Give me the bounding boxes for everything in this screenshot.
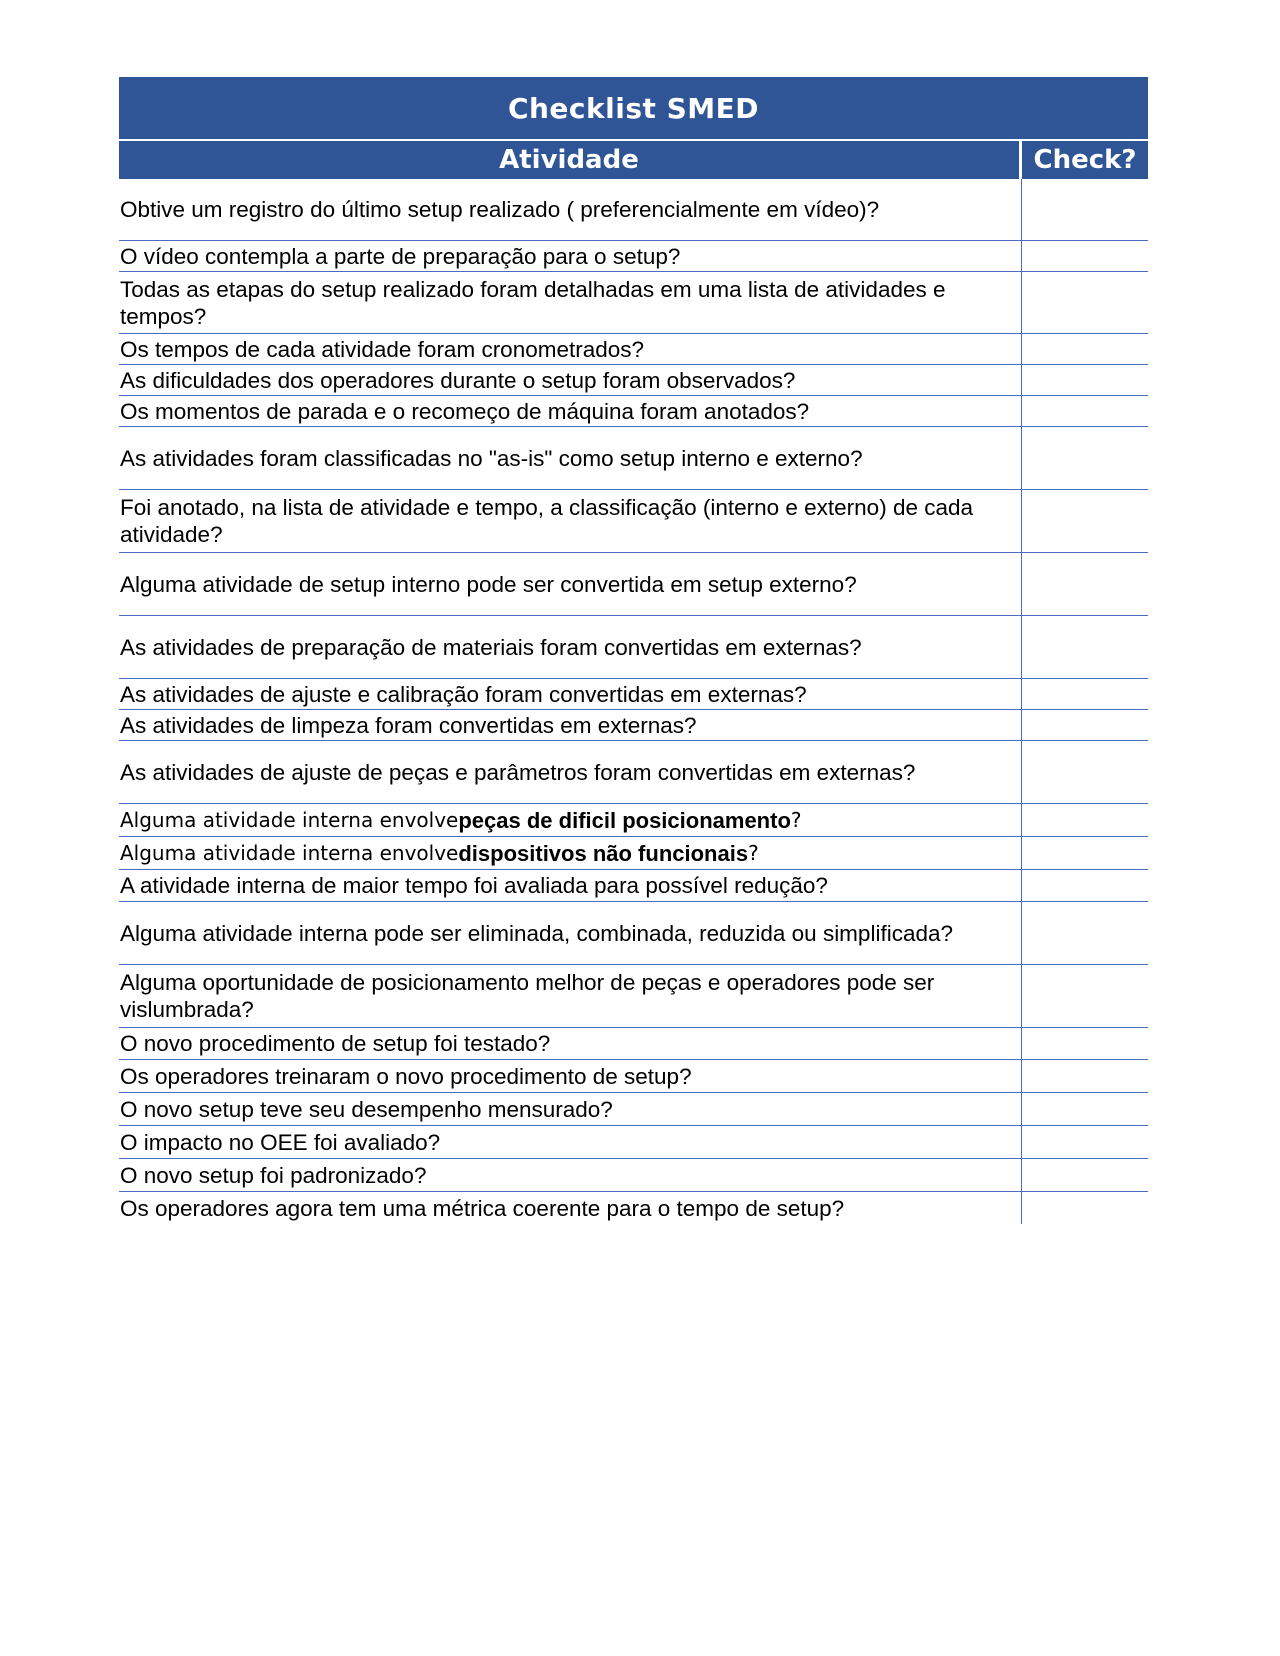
check-cell[interactable] xyxy=(1021,272,1148,333)
check-cell[interactable] xyxy=(1021,616,1148,678)
checklist-row xyxy=(119,553,1148,616)
checklist-row xyxy=(119,710,1148,741)
checklist-row xyxy=(119,490,1148,553)
checklist-row xyxy=(119,241,1148,272)
check-cell[interactable] xyxy=(1021,490,1148,552)
activity-text: Alguma atividade interna pode ser eliminada, combinada, reduzida ou simplificada? xyxy=(120,920,953,946)
checklist-row xyxy=(119,679,1148,710)
activity-text-suffix: ? xyxy=(748,840,759,865)
checklist-sheet xyxy=(119,77,1148,1224)
checklist-row xyxy=(119,427,1148,490)
activity-text: O novo setup teve seu desempenho mensurado? xyxy=(120,1096,613,1122)
checklist-row xyxy=(119,1126,1148,1159)
checklist-row xyxy=(119,396,1148,427)
check-cell[interactable] xyxy=(1021,965,1148,1027)
activity-text-emphasis: peças de dificil posicionamento xyxy=(458,807,791,833)
check-cell[interactable] xyxy=(1021,1093,1148,1125)
column-header-row xyxy=(119,141,1148,179)
checklist-row xyxy=(119,365,1148,396)
checklist-row xyxy=(119,1028,1148,1060)
checklist-row xyxy=(119,272,1148,334)
check-cell[interactable] xyxy=(1021,710,1148,740)
checklist-row xyxy=(119,902,1148,965)
check-cell[interactable] xyxy=(1021,334,1148,364)
activity-text: As atividades foram classificadas no "as-is" como setup interno e externo? xyxy=(120,445,863,471)
check-cell[interactable] xyxy=(1021,679,1148,709)
activity-text: Os operadores agora tem uma métrica coerente para o tempo de setup? xyxy=(120,1195,845,1221)
check-cell[interactable] xyxy=(1021,902,1148,964)
activity-text: As atividades de ajuste de peças e parâmetros foram convertidas em externas? xyxy=(120,759,916,785)
activity-text: As atividades de limpeza foram convertidas em externas? xyxy=(120,712,697,738)
checklist-row xyxy=(119,870,1148,902)
activity-text-suffix: ? xyxy=(790,807,802,832)
activity-text: Todas as etapas do setup realizado foram detalhadas em uma lista de atividades e tempos? xyxy=(120,276,946,329)
activity-text-emphasis: dispositivos não funcionais xyxy=(458,840,749,866)
check-cell[interactable] xyxy=(1021,396,1148,426)
check-cell[interactable] xyxy=(1021,427,1148,489)
check-cell[interactable] xyxy=(1021,741,1148,803)
activity-text: O novo procedimento de setup foi testado? xyxy=(120,1031,551,1056)
activity-text: Alguma oportunidade de posicionamento melhor de peças e operadores pode ser vislumbrada? xyxy=(120,970,935,1022)
checklist-row xyxy=(119,1192,1148,1224)
activity-text-prefix: Alguma atividade interna envolve xyxy=(120,807,459,832)
check-cell[interactable] xyxy=(1021,1028,1148,1059)
check-cell[interactable] xyxy=(1021,1192,1148,1224)
activity-text: A atividade interna de maior tempo foi avaliada para possível redução? xyxy=(120,873,828,898)
activity-text: Foi anotado, na lista de atividade e tempo, a classificação (interno e externo) de cada atividade? xyxy=(120,495,974,547)
activity-text: Os operadores treinaram o novo procedimento de setup? xyxy=(120,1063,692,1089)
checklist-row xyxy=(119,616,1148,679)
checklist-row xyxy=(119,804,1148,837)
check-cell[interactable] xyxy=(1021,1126,1148,1158)
activity-text: As atividades de ajuste e calibração foram convertidas em externas? xyxy=(120,681,807,707)
checklist-rows xyxy=(119,179,1148,1224)
check-cell[interactable] xyxy=(1021,241,1148,271)
checklist-row xyxy=(119,1060,1148,1093)
checklist-row xyxy=(119,1159,1148,1192)
checklist-row xyxy=(119,179,1148,241)
activity-text: Alguma atividade de setup interno pode ser convertida em setup externo? xyxy=(120,571,857,597)
checklist-row xyxy=(119,965,1148,1028)
check-cell[interactable] xyxy=(1021,179,1148,240)
activity-text: As atividades de preparação de materiais foram convertidas em externas? xyxy=(120,634,862,660)
check-cell[interactable] xyxy=(1021,1159,1148,1191)
activity-text: Os momentos de parada e o recomeço de máquina foram anotados? xyxy=(120,398,810,424)
activity-text: Os tempos de cada atividade foram cronometrados? xyxy=(120,336,645,362)
column-header-activity: Atividade xyxy=(119,141,1021,179)
checklist-title: Checklist SMED xyxy=(119,77,1148,141)
check-cell[interactable] xyxy=(1021,870,1148,901)
activity-text-prefix: Alguma atividade interna envolve xyxy=(120,840,459,865)
checklist-row xyxy=(119,1093,1148,1126)
checklist-row xyxy=(119,837,1148,870)
activity-text: Obtive um registro do último setup realizado ( preferencialmente em vídeo)? xyxy=(120,197,880,222)
checklist-row xyxy=(119,334,1148,365)
column-header-check: Check? xyxy=(1021,141,1148,179)
checklist-row xyxy=(119,741,1148,804)
activity-text: O novo setup foi padronizado? xyxy=(120,1162,427,1188)
activity-text: As dificuldades dos operadores durante o setup foram observados? xyxy=(120,367,796,393)
check-cell[interactable] xyxy=(1021,365,1148,395)
activity-text xyxy=(119,837,1021,869)
check-cell[interactable] xyxy=(1021,1060,1148,1092)
activity-text: O vídeo contempla a parte de preparação para o setup? xyxy=(120,243,681,269)
check-cell[interactable] xyxy=(1021,553,1148,615)
check-cell[interactable] xyxy=(1021,837,1148,869)
activity-text xyxy=(119,804,1021,836)
check-cell[interactable] xyxy=(1021,804,1148,836)
activity-text: O impacto no OEE foi avaliado? xyxy=(120,1129,441,1155)
